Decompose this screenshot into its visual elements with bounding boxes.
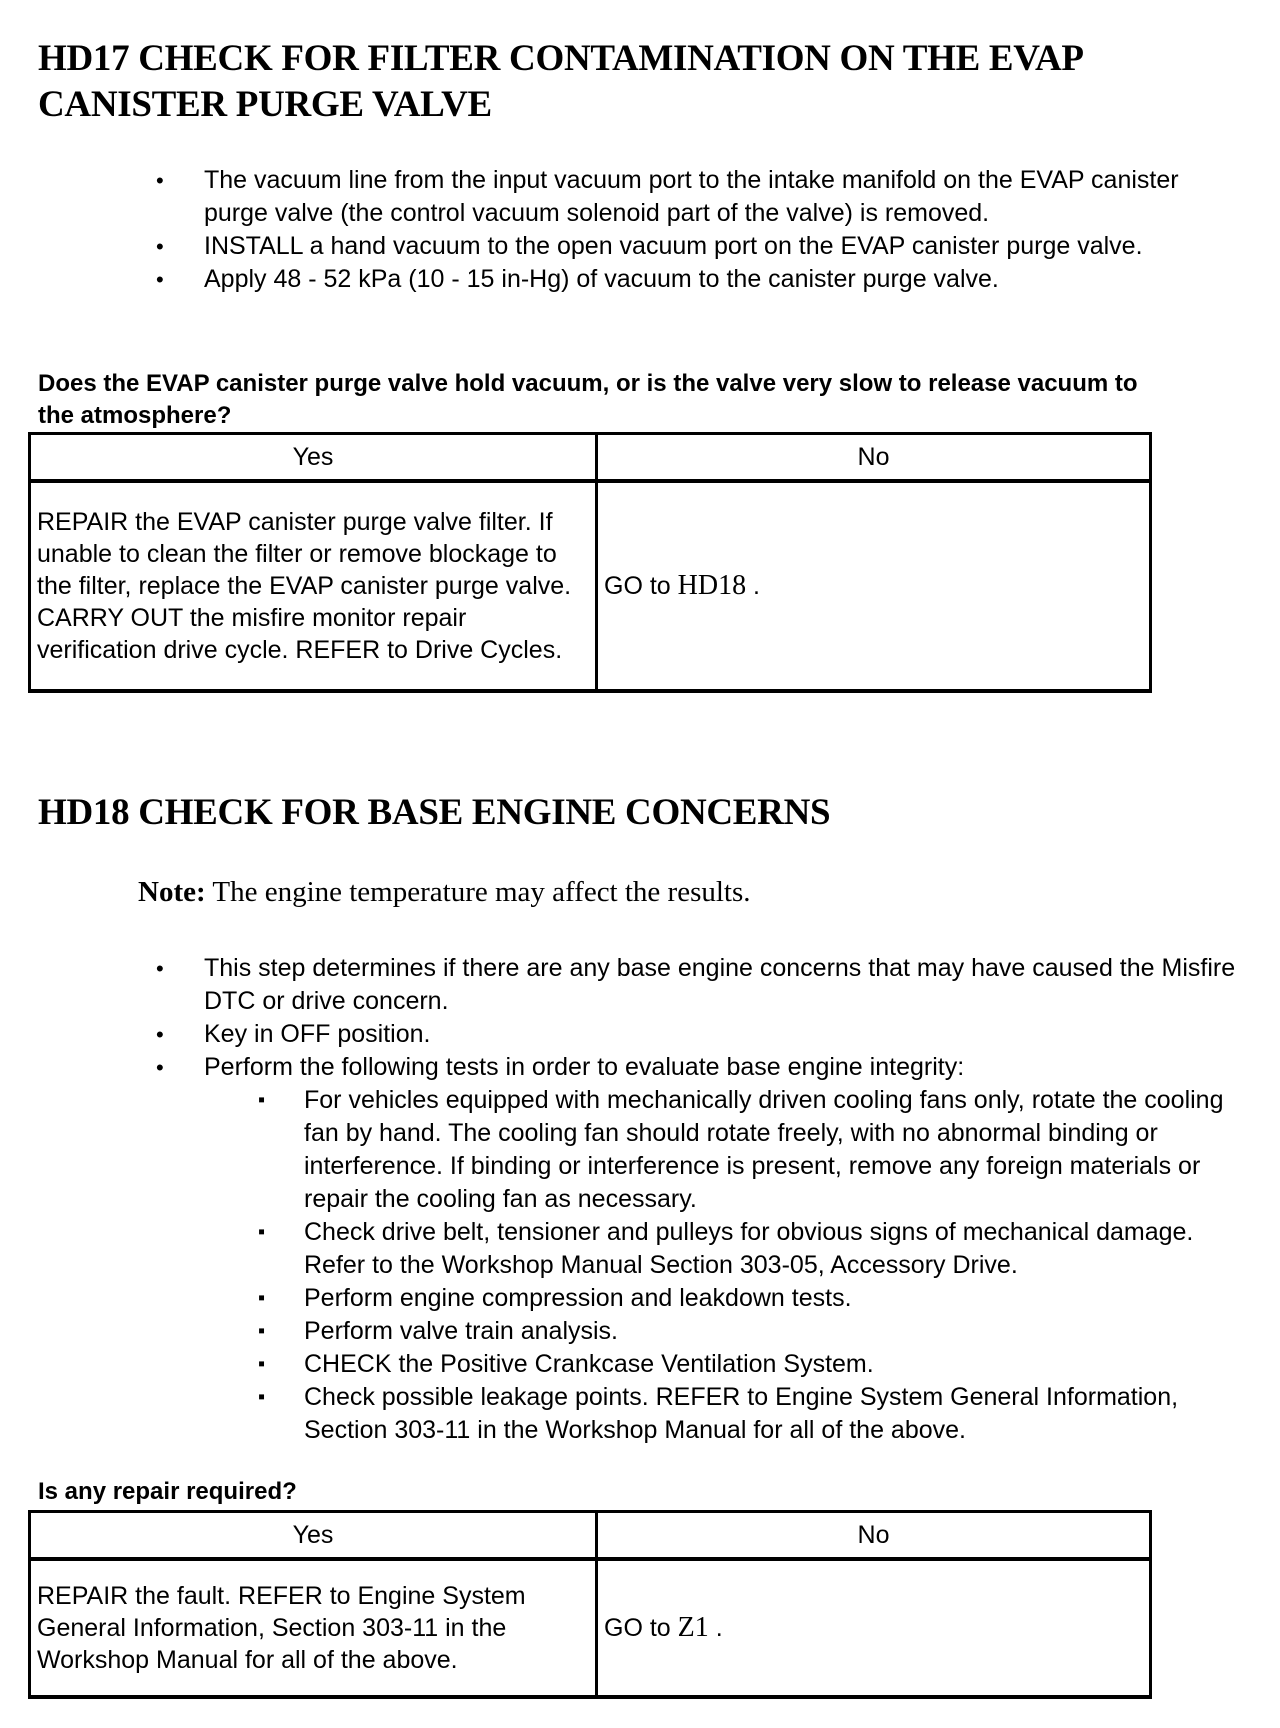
list-item [204, 1051, 1244, 1447]
sub-list-item: ▪ CHECK the Positive Crankcase Ventilation System. [304, 1348, 1244, 1381]
section-heading-hd18: HD18 CHECK FOR BASE ENGINE CONCERNS [38, 792, 831, 833]
goto-link-z1[interactable]: Z1 [677, 1612, 709, 1643]
hd18-question: Is any repair required? [38, 1478, 297, 1505]
goto-prefix: GO to [604, 572, 678, 600]
list-item-text: Perform the following tests in order to evaluate base engine integrity: [204, 1053, 965, 1081]
hd18-bullet-list [204, 952, 1244, 1447]
hd17-decision-table [28, 432, 1152, 693]
sub-list-item: ▪ For vehicles equipped with mechanically driven cooling fans only, rotate the cooling fan by hand. The cooling fan should rotate freely, with no abnormal binding or interference. If binding or interference is present, remove any foreign materials or repair the cooling fan as necessary. [304, 1084, 1244, 1216]
no-column-header: No [597, 1512, 1151, 1560]
hd17-bullet-list [204, 164, 1214, 296]
hd18-decision-table [28, 1510, 1152, 1699]
no-action-cell [597, 481, 1151, 691]
yes-action-cell: REPAIR the EVAP canister purge valve filter. If unable to clean the filter or remove blockage to the filter, replace the EVAP canister purge valve. CARRY OUT the misfire monitor repair verification drive cycle. REFER to Drive Cycles. [30, 481, 597, 691]
note-label: Note: [138, 876, 206, 908]
list-item: • Key in OFF position. [204, 1018, 1244, 1051]
note-text: The engine temperature may affect the results. [205, 876, 751, 908]
list-item: • This step determines if there are any base engine concerns that may have caused the Misfire DTC or drive concern. [204, 952, 1244, 1018]
sub-list-item: ▪ Check drive belt, tensioner and pulleys for obvious signs of mechanical damage. Refer to the Workshop Manual Section 303-05, Accessory Drive. [304, 1216, 1244, 1282]
hd17-question: Does the EVAP canister purge valve hold vacuum, or is the valve very slow to release vacuum to the atmosphere? [38, 370, 1138, 429]
list-item: • INSTALL a hand vacuum to the open vacuum port on the EVAP canister purge valve. [204, 230, 1214, 263]
note [138, 874, 751, 910]
section-heading-hd17: HD17 CHECK FOR FILTER CONTAMINATION ON THE EVAP CANISTER PURGE VALVE [38, 38, 1082, 125]
sub-list-item: ▪ Check possible leakage points. REFER to Engine System General Information, Section 303-11 in the Workshop Manual for all of the above. [304, 1381, 1244, 1447]
hd18-sub-bullet-list [304, 1084, 1244, 1447]
list-item: • Apply 48 - 52 kPa (10 - 15 in-Hg) of vacuum to the canister purge valve. [204, 263, 1214, 296]
list-item: • The vacuum line from the input vacuum port to the intake manifold on the EVAP canister purge valve (the control vacuum solenoid part of the valve) is removed. [204, 164, 1214, 230]
yes-action-cell: REPAIR the fault. REFER to Engine System General Information, Section 303-11 in the Workshop Manual for all of the above. [30, 1559, 597, 1697]
no-action-cell [597, 1559, 1151, 1697]
yes-column-header: Yes [30, 1512, 597, 1560]
sub-list-item: ▪ Perform engine compression and leakdown tests. [304, 1282, 1244, 1315]
yes-column-header: Yes [30, 434, 597, 482]
sub-list-item: ▪ Perform valve train analysis. [304, 1315, 1244, 1348]
goto-suffix: . [708, 1614, 723, 1642]
no-column-header: No [597, 434, 1151, 482]
goto-suffix: . [746, 572, 760, 600]
goto-link-hd18[interactable]: HD18 [677, 570, 747, 601]
goto-prefix: GO to [604, 1614, 678, 1642]
